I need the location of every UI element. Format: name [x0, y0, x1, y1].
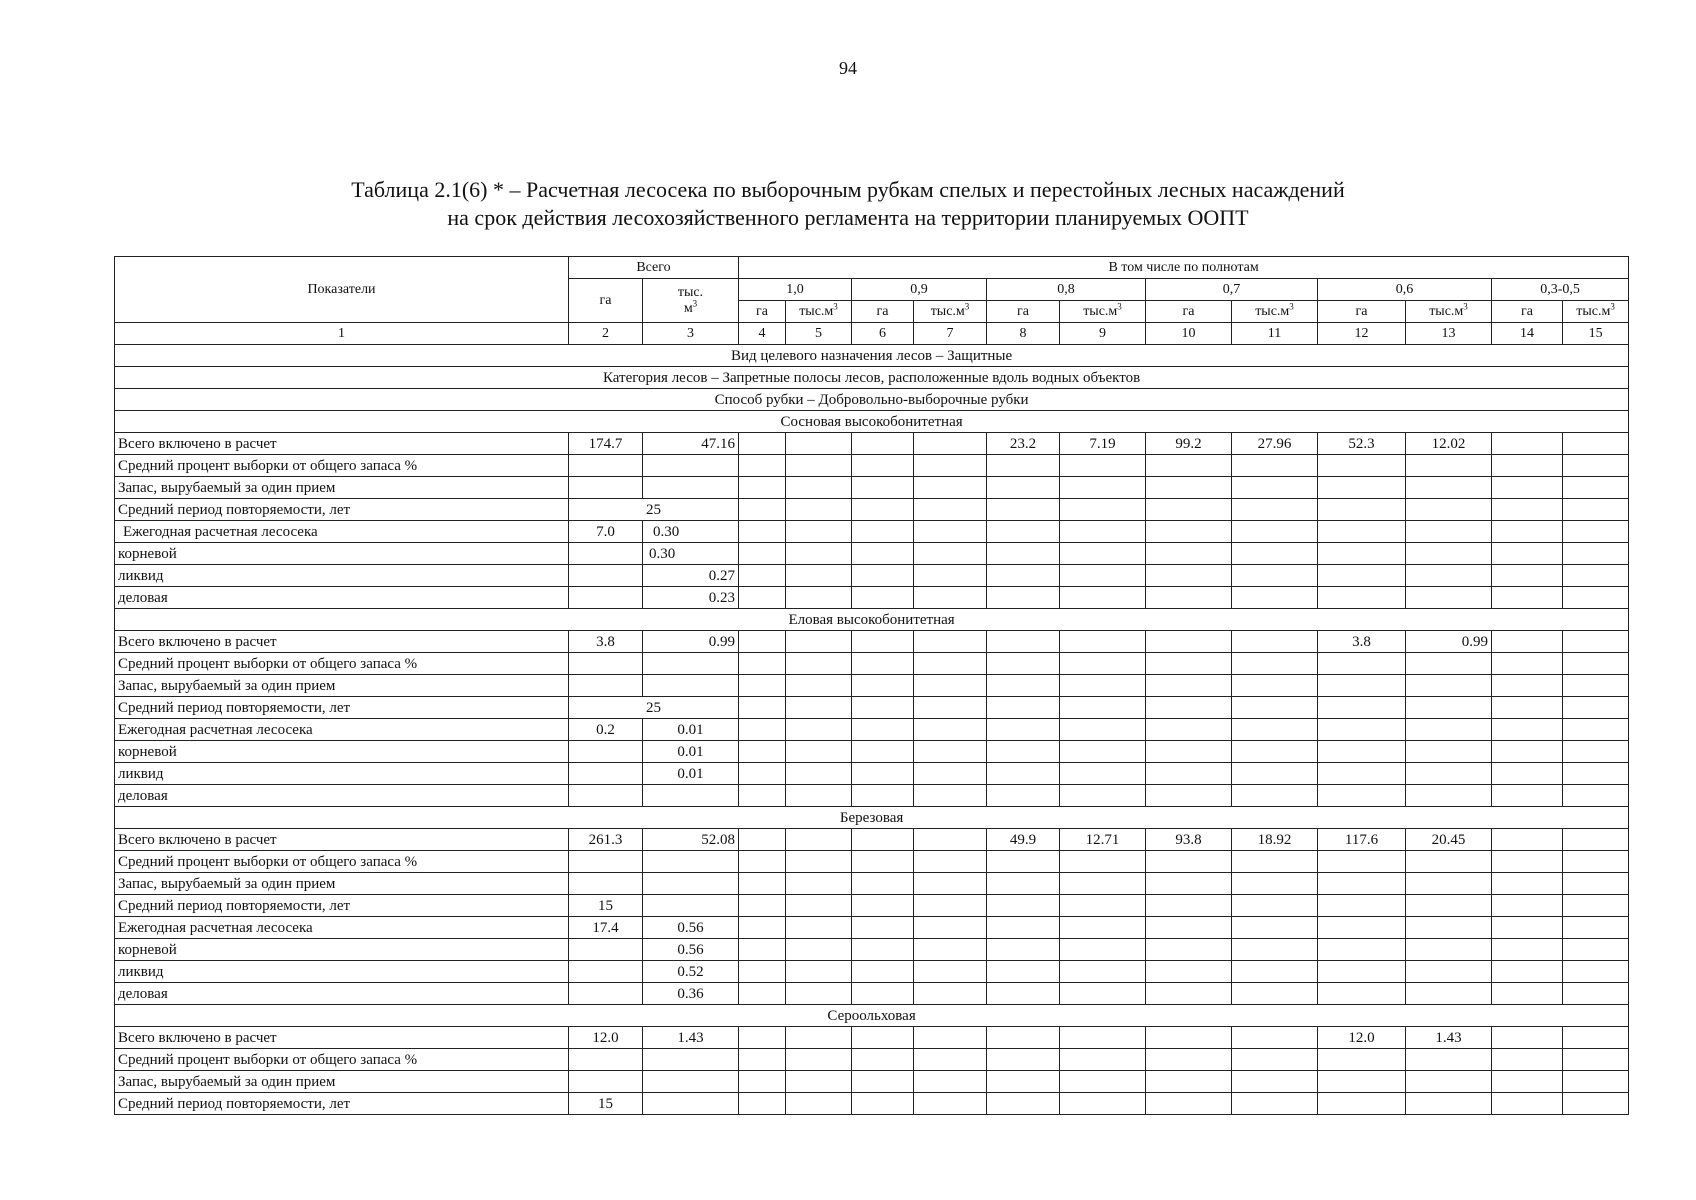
section-row-method: [115, 389, 1629, 411]
cell-liquid-m3: 0.01: [643, 763, 739, 785]
section-purpose: Вид целевого назначения лесов – Защитные: [115, 345, 1629, 367]
cell-d08-m3: 7.19: [1060, 433, 1146, 455]
cell-d06-ga: 3.8: [1318, 631, 1406, 653]
section-row-category: [115, 367, 1629, 389]
row-label: Всего включено в расчет: [115, 829, 569, 851]
table-row: [115, 631, 1629, 653]
header-total-ga: га: [569, 279, 643, 323]
cell-total-ga: 12.0: [569, 1027, 643, 1049]
cell-root-m3: 0.30: [643, 543, 739, 565]
header-total-m3: тыс. $м^3$: [643, 279, 739, 323]
col-number: 14: [1492, 323, 1563, 345]
row-label: Средний период повторяемости, лет: [115, 697, 569, 719]
col-number: 10: [1146, 323, 1232, 345]
table-row: [115, 675, 1629, 697]
table-row: [115, 873, 1629, 895]
section-category: Категория лесов – Запретные полосы лесов, расположенные вдоль водных объектов: [115, 367, 1629, 389]
row-label: деловая: [115, 785, 569, 807]
row-label: Запас, вырубаемый за один прием: [115, 675, 569, 697]
cell-d07-ga: 99.2: [1146, 433, 1232, 455]
table-row: [115, 719, 1629, 741]
cell-d08-ga: 49.9: [987, 829, 1060, 851]
table-row: [115, 983, 1629, 1005]
row-label: Средний период повторяемости, лет: [115, 499, 569, 521]
header-unit-ga: га: [1492, 301, 1563, 323]
table-row: [115, 653, 1629, 675]
header-unit-m3: $тыс.м^3$: [786, 301, 852, 323]
section-row-purpose: [115, 345, 1629, 367]
cell-annual-ga: 17.4: [569, 917, 643, 939]
col-number: 1: [115, 323, 569, 345]
cell-total-m3: 47.16: [643, 433, 739, 455]
row-label: ликвид: [115, 763, 569, 785]
cell-d06-ga: 52.3: [1318, 433, 1406, 455]
table-row: [115, 829, 1629, 851]
group-name: Сосновая высокобонитетная: [115, 411, 1629, 433]
row-label: Запас, вырубаемый за один прием: [115, 477, 569, 499]
header-unit-m3: $тыс.м^3$: [1060, 301, 1146, 323]
col-number: 9: [1060, 323, 1146, 345]
cell-d06-ga: 12.0: [1318, 1027, 1406, 1049]
row-label: Средний период повторяемости, лет: [115, 895, 569, 917]
table-row: [115, 697, 1629, 719]
col-number: 5: [786, 323, 852, 345]
header-by-density: В том числе по полнотам: [739, 257, 1629, 279]
row-label: Всего включено в расчет: [115, 631, 569, 653]
row-label: Средний процент выборки от общего запаса %: [115, 1049, 569, 1071]
table-row: [115, 455, 1629, 477]
header-unit-m3: $тыс.м^3$: [1232, 301, 1318, 323]
row-label: Ежегодная расчетная лесосека: [115, 917, 569, 939]
cell-total-m3: 0.99: [643, 631, 739, 653]
header-density-0-8: 0,8: [987, 279, 1146, 301]
table-row: [115, 763, 1629, 785]
table-row: [115, 1049, 1629, 1071]
row-label: Средний процент выборки от общего запаса %: [115, 851, 569, 873]
cell-d07-ga: 93.8: [1146, 829, 1232, 851]
table-row: [115, 939, 1629, 961]
cell-d06-ga: 117.6: [1318, 829, 1406, 851]
cell-business-m3: 0.36: [643, 983, 739, 1005]
group-header-grey-alder: [115, 1005, 1629, 1027]
group-header-pine: [115, 411, 1629, 433]
cell-root-m3: 0.01: [643, 741, 739, 763]
table-row: [115, 521, 1629, 543]
cell-d08-m3: 12.71: [1060, 829, 1146, 851]
group-header-spruce: [115, 609, 1629, 631]
table-row: [115, 917, 1629, 939]
cutting-area-table: [114, 256, 1629, 1115]
table-row: [115, 565, 1629, 587]
col-number: 7: [914, 323, 987, 345]
cell-liquid-m3: 0.27: [643, 565, 739, 587]
header-unit-ga: га: [1146, 301, 1232, 323]
cell-d06-m3: 12.02: [1406, 433, 1492, 455]
table-row: [115, 543, 1629, 565]
group-name: Сероольховая: [115, 1005, 1629, 1027]
table-row: [115, 785, 1629, 807]
table-title: [0, 176, 1696, 232]
row-label: ликвид: [115, 961, 569, 983]
header-density-0-9: 0,9: [852, 279, 987, 301]
cell-total-m3: 52.08: [643, 829, 739, 851]
header-unit-ga: га: [987, 301, 1060, 323]
cell-total-ga: 174.7: [569, 433, 643, 455]
col-number: 3: [643, 323, 739, 345]
cell-total-m3: 1.43: [643, 1027, 739, 1049]
cell-annual-m3: 0.30: [643, 521, 739, 543]
header-unit-ga: га: [852, 301, 914, 323]
table-row: [115, 741, 1629, 763]
row-label: Ежегодная расчетная лесосека: [115, 719, 569, 741]
cell-liquid-m3: 0.52: [643, 961, 739, 983]
header-density-1-0: 1,0: [739, 279, 852, 301]
table-row: [115, 851, 1629, 873]
header-density-0-6: 0,6: [1318, 279, 1492, 301]
cell-d07-m3: 18.92: [1232, 829, 1318, 851]
table-row: [115, 477, 1629, 499]
cell-period: 15: [569, 895, 643, 917]
table-row: [115, 587, 1629, 609]
table-row: [115, 1027, 1629, 1049]
cell-business-m3: 0.23: [643, 587, 739, 609]
header-density-0-7: 0,7: [1146, 279, 1318, 301]
cell-annual-ga: 7.0: [569, 521, 643, 543]
cell-d08-ga: 23.2: [987, 433, 1060, 455]
col-number: 12: [1318, 323, 1406, 345]
cell-period: 25: [569, 499, 739, 521]
cell-d06-m3: 0.99: [1406, 631, 1492, 653]
header-unit-ga: га: [1318, 301, 1406, 323]
header-row-1: [115, 257, 1629, 279]
table-row: [115, 1093, 1629, 1115]
row-label: Средний период повторяемости, лет: [115, 1093, 569, 1115]
header-indicators: Показатели: [115, 257, 569, 323]
cell-d06-m3: 20.45: [1406, 829, 1492, 851]
row-label: Средний процент выборки от общего запаса %: [115, 653, 569, 675]
col-number: 6: [852, 323, 914, 345]
table-row: [115, 433, 1629, 455]
group-name: Еловая высокобонитетная: [115, 609, 1629, 631]
table-row: [115, 1071, 1629, 1093]
row-label: Всего включено в расчет: [115, 433, 569, 455]
row-label: корневой: [115, 543, 569, 565]
row-label: деловая: [115, 983, 569, 1005]
cell-period: 25: [569, 697, 739, 719]
cell-d07-m3: 27.96: [1232, 433, 1318, 455]
group-name: Березовая: [115, 807, 1629, 829]
header-unit-m3: $тыс.м^3$: [1563, 301, 1629, 323]
cell-total-ga: 3.8: [569, 631, 643, 653]
col-number: 15: [1563, 323, 1629, 345]
table-title-line-2: на срок действия лесохозяйственного регламента на территории планируемых ООПТ: [447, 205, 1249, 230]
header-unit-m3: $тыс.м^3$: [914, 301, 987, 323]
row-label: Средний процент выборки от общего запаса %: [115, 455, 569, 477]
cell-annual-m3: 0.01: [643, 719, 739, 741]
page-number: 94: [839, 58, 857, 78]
table-row: [115, 499, 1629, 521]
cell-d06-m3: 1.43: [1406, 1027, 1492, 1049]
table-title-line-1: Таблица 2.1(6) * – Расчетная лесосека по выборочным рубкам спелых и перестойных лесных насаждений: [351, 177, 1345, 202]
cell-annual-ga: 0.2: [569, 719, 643, 741]
table-row: [115, 895, 1629, 917]
cell-total-ga: 261.3: [569, 829, 643, 851]
header-unit-m3: $тыс.м^3$: [1406, 301, 1492, 323]
header-total: Всего: [569, 257, 739, 279]
group-header-birch: [115, 807, 1629, 829]
row-label: Всего включено в расчет: [115, 1027, 569, 1049]
cell-period: 15: [569, 1093, 643, 1115]
table-row: [115, 961, 1629, 983]
section-method: Способ рубки – Добровольно-выборочные рубки: [115, 389, 1629, 411]
row-label: деловая: [115, 587, 569, 609]
col-number: 2: [569, 323, 643, 345]
row-label: Ежегодная расчетная лесосека: [115, 521, 569, 543]
header-density-0-3-0-5: 0,3-0,5: [1492, 279, 1629, 301]
row-label: ликвид: [115, 565, 569, 587]
row-label: Запас, вырубаемый за один прием: [115, 1071, 569, 1093]
col-number: 4: [739, 323, 786, 345]
col-number: 13: [1406, 323, 1492, 345]
column-numbers-row: [115, 323, 1629, 345]
row-label: корневой: [115, 741, 569, 763]
cell-annual-m3: 0.56: [643, 917, 739, 939]
row-label: Запас, вырубаемый за один прием: [115, 873, 569, 895]
row-label: корневой: [115, 939, 569, 961]
header-unit-ga: га: [739, 301, 786, 323]
col-number: 8: [987, 323, 1060, 345]
col-number: 11: [1232, 323, 1318, 345]
cell-root-m3: 0.56: [643, 939, 739, 961]
